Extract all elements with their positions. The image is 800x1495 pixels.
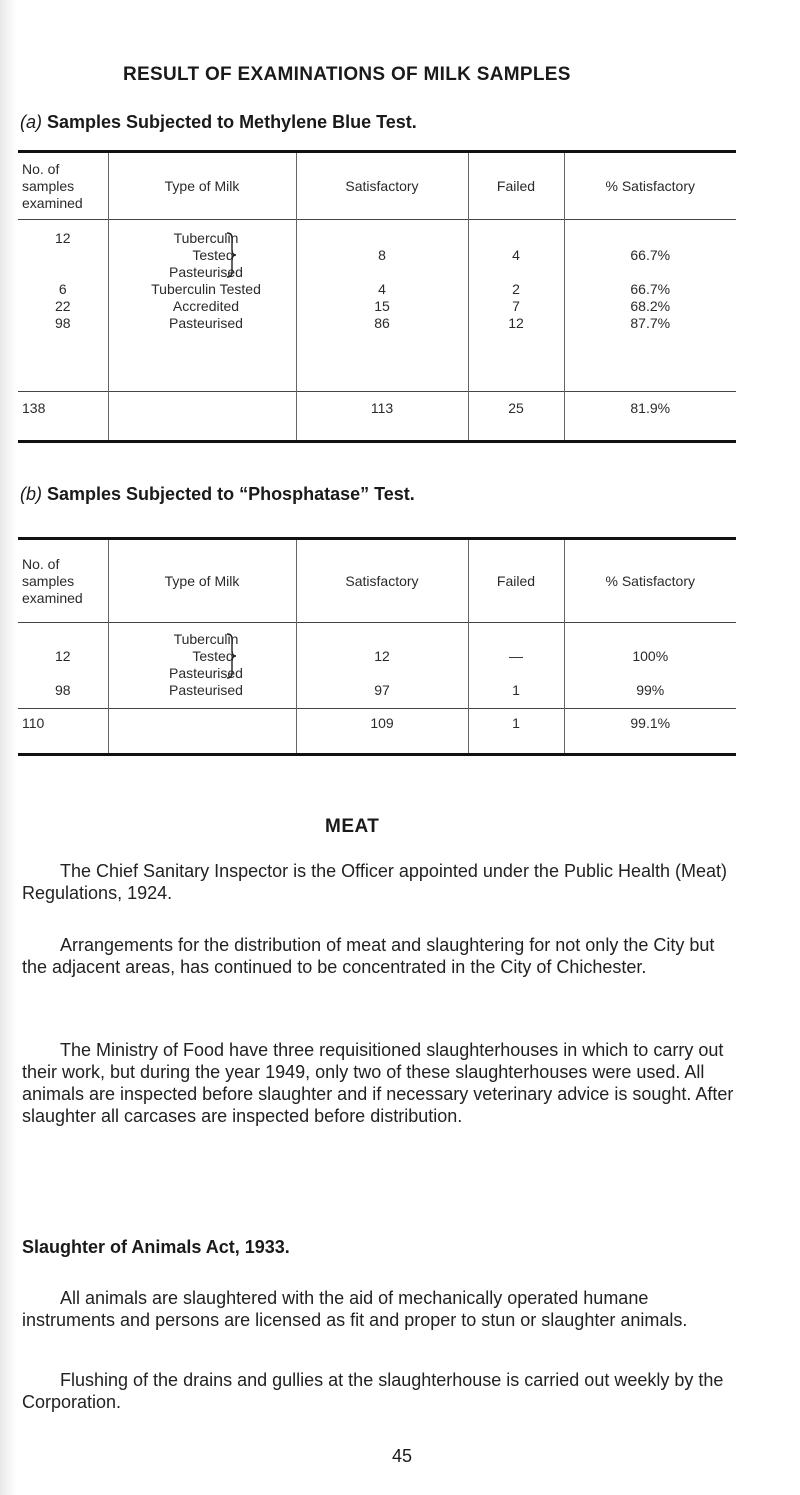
row-value: 12 bbox=[54, 648, 71, 664]
col-header-type: Type of Milk bbox=[108, 152, 296, 220]
row-value: 1 bbox=[512, 682, 520, 698]
milk-type-line: Tuberculin bbox=[173, 631, 239, 647]
brace-group bbox=[117, 230, 296, 281]
meat-paragraph-3 bbox=[22, 1039, 742, 1127]
col-header-pct: % Satisfactory bbox=[564, 539, 736, 623]
meat-paragraph-2 bbox=[22, 934, 742, 978]
table-a-heading bbox=[20, 112, 417, 133]
total-type-empty bbox=[108, 709, 296, 755]
failed-cell bbox=[468, 623, 564, 709]
row-value: 97 bbox=[374, 682, 390, 698]
milk-type-cell bbox=[108, 623, 296, 709]
col-header-samples: No. of samples examined bbox=[22, 555, 83, 606]
total-satisfactory: 113 bbox=[296, 392, 468, 442]
table-a-letter: (a) bbox=[20, 112, 42, 132]
table-b-heading bbox=[20, 484, 415, 505]
meat-section-title: MEAT bbox=[325, 816, 380, 837]
row-value: 7 bbox=[512, 298, 520, 314]
row-value: 66.7% bbox=[630, 281, 671, 297]
milk-type-line: Tuberculin Tested bbox=[151, 281, 261, 297]
table-b-letter: (b) bbox=[20, 484, 42, 504]
total-failed: 1 bbox=[468, 709, 564, 755]
phosphatase-table bbox=[18, 537, 736, 756]
table-header-row bbox=[18, 152, 736, 220]
row-value: 12 bbox=[374, 648, 390, 664]
milk-type-line: Pasteurised bbox=[169, 682, 243, 698]
row-value: 98 bbox=[54, 315, 71, 331]
row-value: 100% bbox=[632, 648, 669, 664]
samples-cell bbox=[18, 220, 108, 392]
total-samples: 138 bbox=[22, 400, 46, 416]
meat-paragraph-1 bbox=[22, 860, 742, 904]
row-value: 4 bbox=[378, 281, 386, 297]
row-value: 99% bbox=[636, 682, 665, 698]
table-a-title: Samples Subjected to Methylene Blue Test. bbox=[47, 112, 417, 132]
brace-group bbox=[117, 631, 296, 682]
total-type-empty bbox=[108, 392, 296, 442]
page-title: RESULT OF EXAMINATIONS OF MILK SAMPLES bbox=[123, 64, 571, 85]
total-pct: 99.1% bbox=[564, 709, 736, 755]
table-b-title: Samples Subjected to “Phosphatase” Test. bbox=[47, 484, 415, 504]
right-brace-icon bbox=[226, 633, 236, 679]
paragraph-text: The Chief Sanitary Inspector is the Officer appointed under the Public Health (Meat) Regulations, 1924. bbox=[22, 861, 728, 903]
row-value: 86 bbox=[374, 315, 390, 331]
row-value: 8 bbox=[378, 247, 386, 263]
col-header-satisfactory: Satisfactory bbox=[296, 539, 468, 623]
page-binding-edge bbox=[0, 0, 16, 1495]
table-total-row bbox=[18, 709, 736, 755]
paragraph-text: Flushing of the drains and gullies at the slaughterhouse is carried out weekly by the Corporation. bbox=[22, 1370, 724, 1412]
pct-cell bbox=[564, 623, 736, 709]
row-value: 22 bbox=[54, 298, 71, 314]
milk-type-line: Pasteurised bbox=[169, 665, 243, 681]
total-satisfactory: 109 bbox=[296, 709, 468, 755]
meat-paragraph-5 bbox=[22, 1369, 742, 1413]
row-value: — bbox=[509, 648, 523, 664]
row-value: 66.7% bbox=[630, 247, 671, 263]
col-header-pct: % Satisfactory bbox=[564, 152, 736, 220]
milk-type-line: Tested bbox=[192, 247, 234, 263]
row-value: 98 bbox=[54, 682, 71, 698]
milk-type-line: Tested bbox=[192, 648, 234, 664]
col-header-satisfactory: Satisfactory bbox=[296, 152, 468, 220]
table-row bbox=[18, 623, 736, 709]
row-value: 12 bbox=[508, 315, 524, 331]
methylene-blue-table bbox=[18, 150, 736, 443]
milk-type-line: Accredited bbox=[172, 298, 240, 314]
milk-type-cell bbox=[108, 220, 296, 392]
row-value: 6 bbox=[58, 281, 67, 297]
row-value: 4 bbox=[512, 247, 520, 263]
paragraph-text: The Ministry of Food have three requisitioned slaughterhouses in which to carry out their work, but during the year 1949, only two of these slaughterhouses were used. All animals are inspected before slaughter and if necessary veterinary advice is sought. After slaughter all carcases are inspected before distribution. bbox=[22, 1040, 734, 1126]
page-number: 45 bbox=[392, 1446, 413, 1466]
total-pct: 81.9% bbox=[564, 392, 736, 442]
meat-paragraph-4 bbox=[22, 1287, 742, 1331]
milk-type-line: Pasteurised bbox=[169, 315, 243, 331]
right-brace-icon bbox=[226, 232, 236, 278]
row-value: 12 bbox=[54, 230, 71, 246]
act-heading: Slaughter of Animals Act, 1933. bbox=[22, 1237, 290, 1257]
row-value: 15 bbox=[374, 298, 390, 314]
satisfactory-cell bbox=[296, 220, 468, 392]
row-value: 68.2% bbox=[630, 298, 671, 314]
milk-type-line: Tuberculin bbox=[173, 230, 239, 246]
row-value: 2 bbox=[512, 281, 520, 297]
row-value: 87.7% bbox=[630, 315, 671, 331]
col-header-samples: No. of samples examined bbox=[22, 160, 83, 211]
col-header-failed: Failed bbox=[468, 539, 564, 623]
paragraph-text: Arrangements for the distribution of meat and slaughtering for not only the City but the adjacent areas, has continued to be concentrated in the City of Chichester. bbox=[22, 935, 715, 977]
col-header-type: Type of Milk bbox=[108, 539, 296, 623]
samples-cell bbox=[18, 623, 108, 709]
paragraph-text: All animals are slaughtered with the aid of mechanically operated humane instruments and persons are licensed as fit and proper to stun or slaughter animals. bbox=[22, 1288, 688, 1330]
milk-type-line: Pasteurised bbox=[169, 264, 243, 280]
total-samples: 110 bbox=[22, 715, 45, 731]
failed-cell bbox=[468, 220, 564, 392]
table-header-row bbox=[18, 539, 736, 623]
table-row bbox=[18, 220, 736, 392]
total-failed: 25 bbox=[468, 392, 564, 442]
table-total-row bbox=[18, 392, 736, 442]
satisfactory-cell bbox=[296, 623, 468, 709]
col-header-failed: Failed bbox=[468, 152, 564, 220]
pct-cell bbox=[564, 220, 736, 392]
